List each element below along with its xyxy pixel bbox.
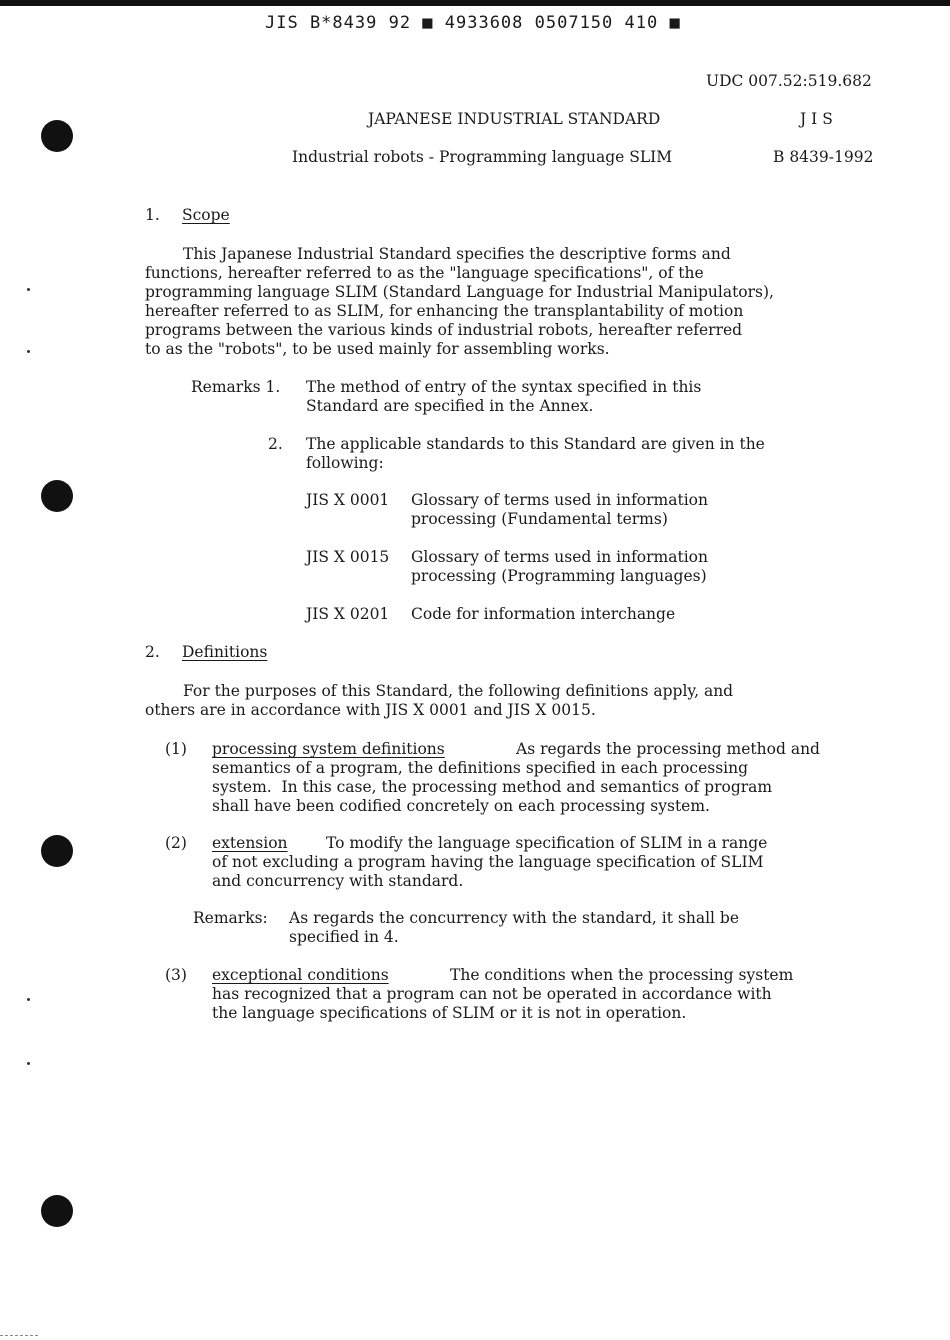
definition-text: To modify the language specification of SLIM in a range: [326, 834, 768, 852]
scope-line: programs between the various kinds of industrial robots, hereafter referred: [145, 321, 743, 339]
reference-title: Glossary of terms used in information: [411, 491, 708, 509]
scope-line: This Japanese Industrial Standard specifies the descriptive forms and: [183, 245, 731, 263]
punch-hole: [41, 835, 73, 867]
scan-speck: [27, 288, 30, 291]
scan-rule: [0, 1335, 38, 1336]
reference-title: Code for information interchange: [411, 605, 676, 623]
definitions-intro-line: For the purposes of this Standard, the following definitions apply, and: [183, 682, 734, 700]
remark-line: The method of entry of the syntax specified in this: [306, 378, 702, 396]
reference-title: Glossary of terms used in information: [411, 548, 708, 566]
definition-text: and concurrency with standard.: [212, 872, 464, 890]
punch-hole: [41, 120, 73, 152]
section-heading-scope: Scope: [182, 206, 230, 224]
definition-term: extension: [212, 834, 288, 852]
scan-top-edge: [0, 0, 950, 6]
scope-line: functions, hereafter referred to as the "language specifications", of the: [145, 264, 704, 282]
definition-number: (3): [165, 966, 187, 984]
definition-remarks-label: Remarks:: [193, 909, 268, 927]
standard-title: JAPANESE INDUSTRIAL STANDARD: [368, 110, 661, 128]
remarks-label: Remarks 1.: [191, 378, 281, 396]
header-code: JIS B*8439 92 ■ 4933608 0507150 410 ■: [265, 13, 681, 33]
remark-line: Standard are specified in the Annex.: [306, 397, 594, 415]
scope-line: hereafter referred to as SLIM, for enhancing the transplantability of motion: [145, 302, 744, 320]
definition-remarks-text: specified in 4.: [289, 928, 399, 946]
remark-line: following:: [306, 454, 384, 472]
scope-line: to as the "robots", to be used mainly for assembling works.: [145, 340, 610, 358]
document-number: B 8439-1992: [773, 148, 874, 166]
reference-code: JIS X 0015: [306, 548, 390, 566]
remark-line: The applicable standards to this Standard are given in the: [306, 435, 765, 453]
definition-number: (1): [165, 740, 187, 758]
definition-text: semantics of a program, the definitions specified in each processing: [212, 759, 749, 777]
definition-text: the language specifications of SLIM or it is not in operation.: [212, 1004, 687, 1022]
definition-term: exceptional conditions: [212, 966, 389, 984]
section-heading-definitions: Definitions: [182, 643, 268, 661]
document-title: Industrial robots - Programming language SLIM: [292, 148, 673, 166]
definition-text: of not excluding a program having the language specification of SLIM: [212, 853, 764, 871]
udc-code: UDC 007.52:519.682: [706, 72, 872, 90]
reference-title: processing (Programming languages): [411, 567, 707, 585]
scope-line: programming language SLIM (Standard Language for Industrial Manipulators),: [145, 283, 774, 301]
scan-speck: [27, 350, 30, 353]
punch-hole: [41, 1195, 73, 1227]
definitions-intro-line: others are in accordance with JIS X 0001 and JIS X 0015.: [145, 701, 596, 719]
scan-speck: [27, 998, 30, 1001]
remark-number: 2.: [268, 435, 283, 453]
scan-speck: [27, 1062, 30, 1065]
definition-text: As regards the processing method and: [516, 740, 820, 758]
definition-remarks-text: As regards the concurrency with the standard, it shall be: [289, 909, 739, 927]
reference-code: JIS X 0001: [306, 491, 390, 509]
definition-text: shall have been codified concretely on each processing system.: [212, 797, 710, 815]
section-number: 2.: [145, 643, 160, 661]
definition-text: has recognized that a program can not be operated in accordance with: [212, 985, 772, 1003]
reference-code: JIS X 0201: [306, 605, 390, 623]
reference-title: processing (Fundamental terms): [411, 510, 668, 528]
section-number: 1.: [145, 206, 160, 224]
punch-hole: [41, 480, 73, 512]
definition-term: processing system definitions: [212, 740, 445, 758]
definition-number: (2): [165, 834, 187, 852]
jis-mark: J I S: [800, 110, 833, 128]
definition-text: The conditions when the processing system: [450, 966, 794, 984]
definition-text: system. In this case, the processing method and semantics of program: [212, 778, 773, 796]
